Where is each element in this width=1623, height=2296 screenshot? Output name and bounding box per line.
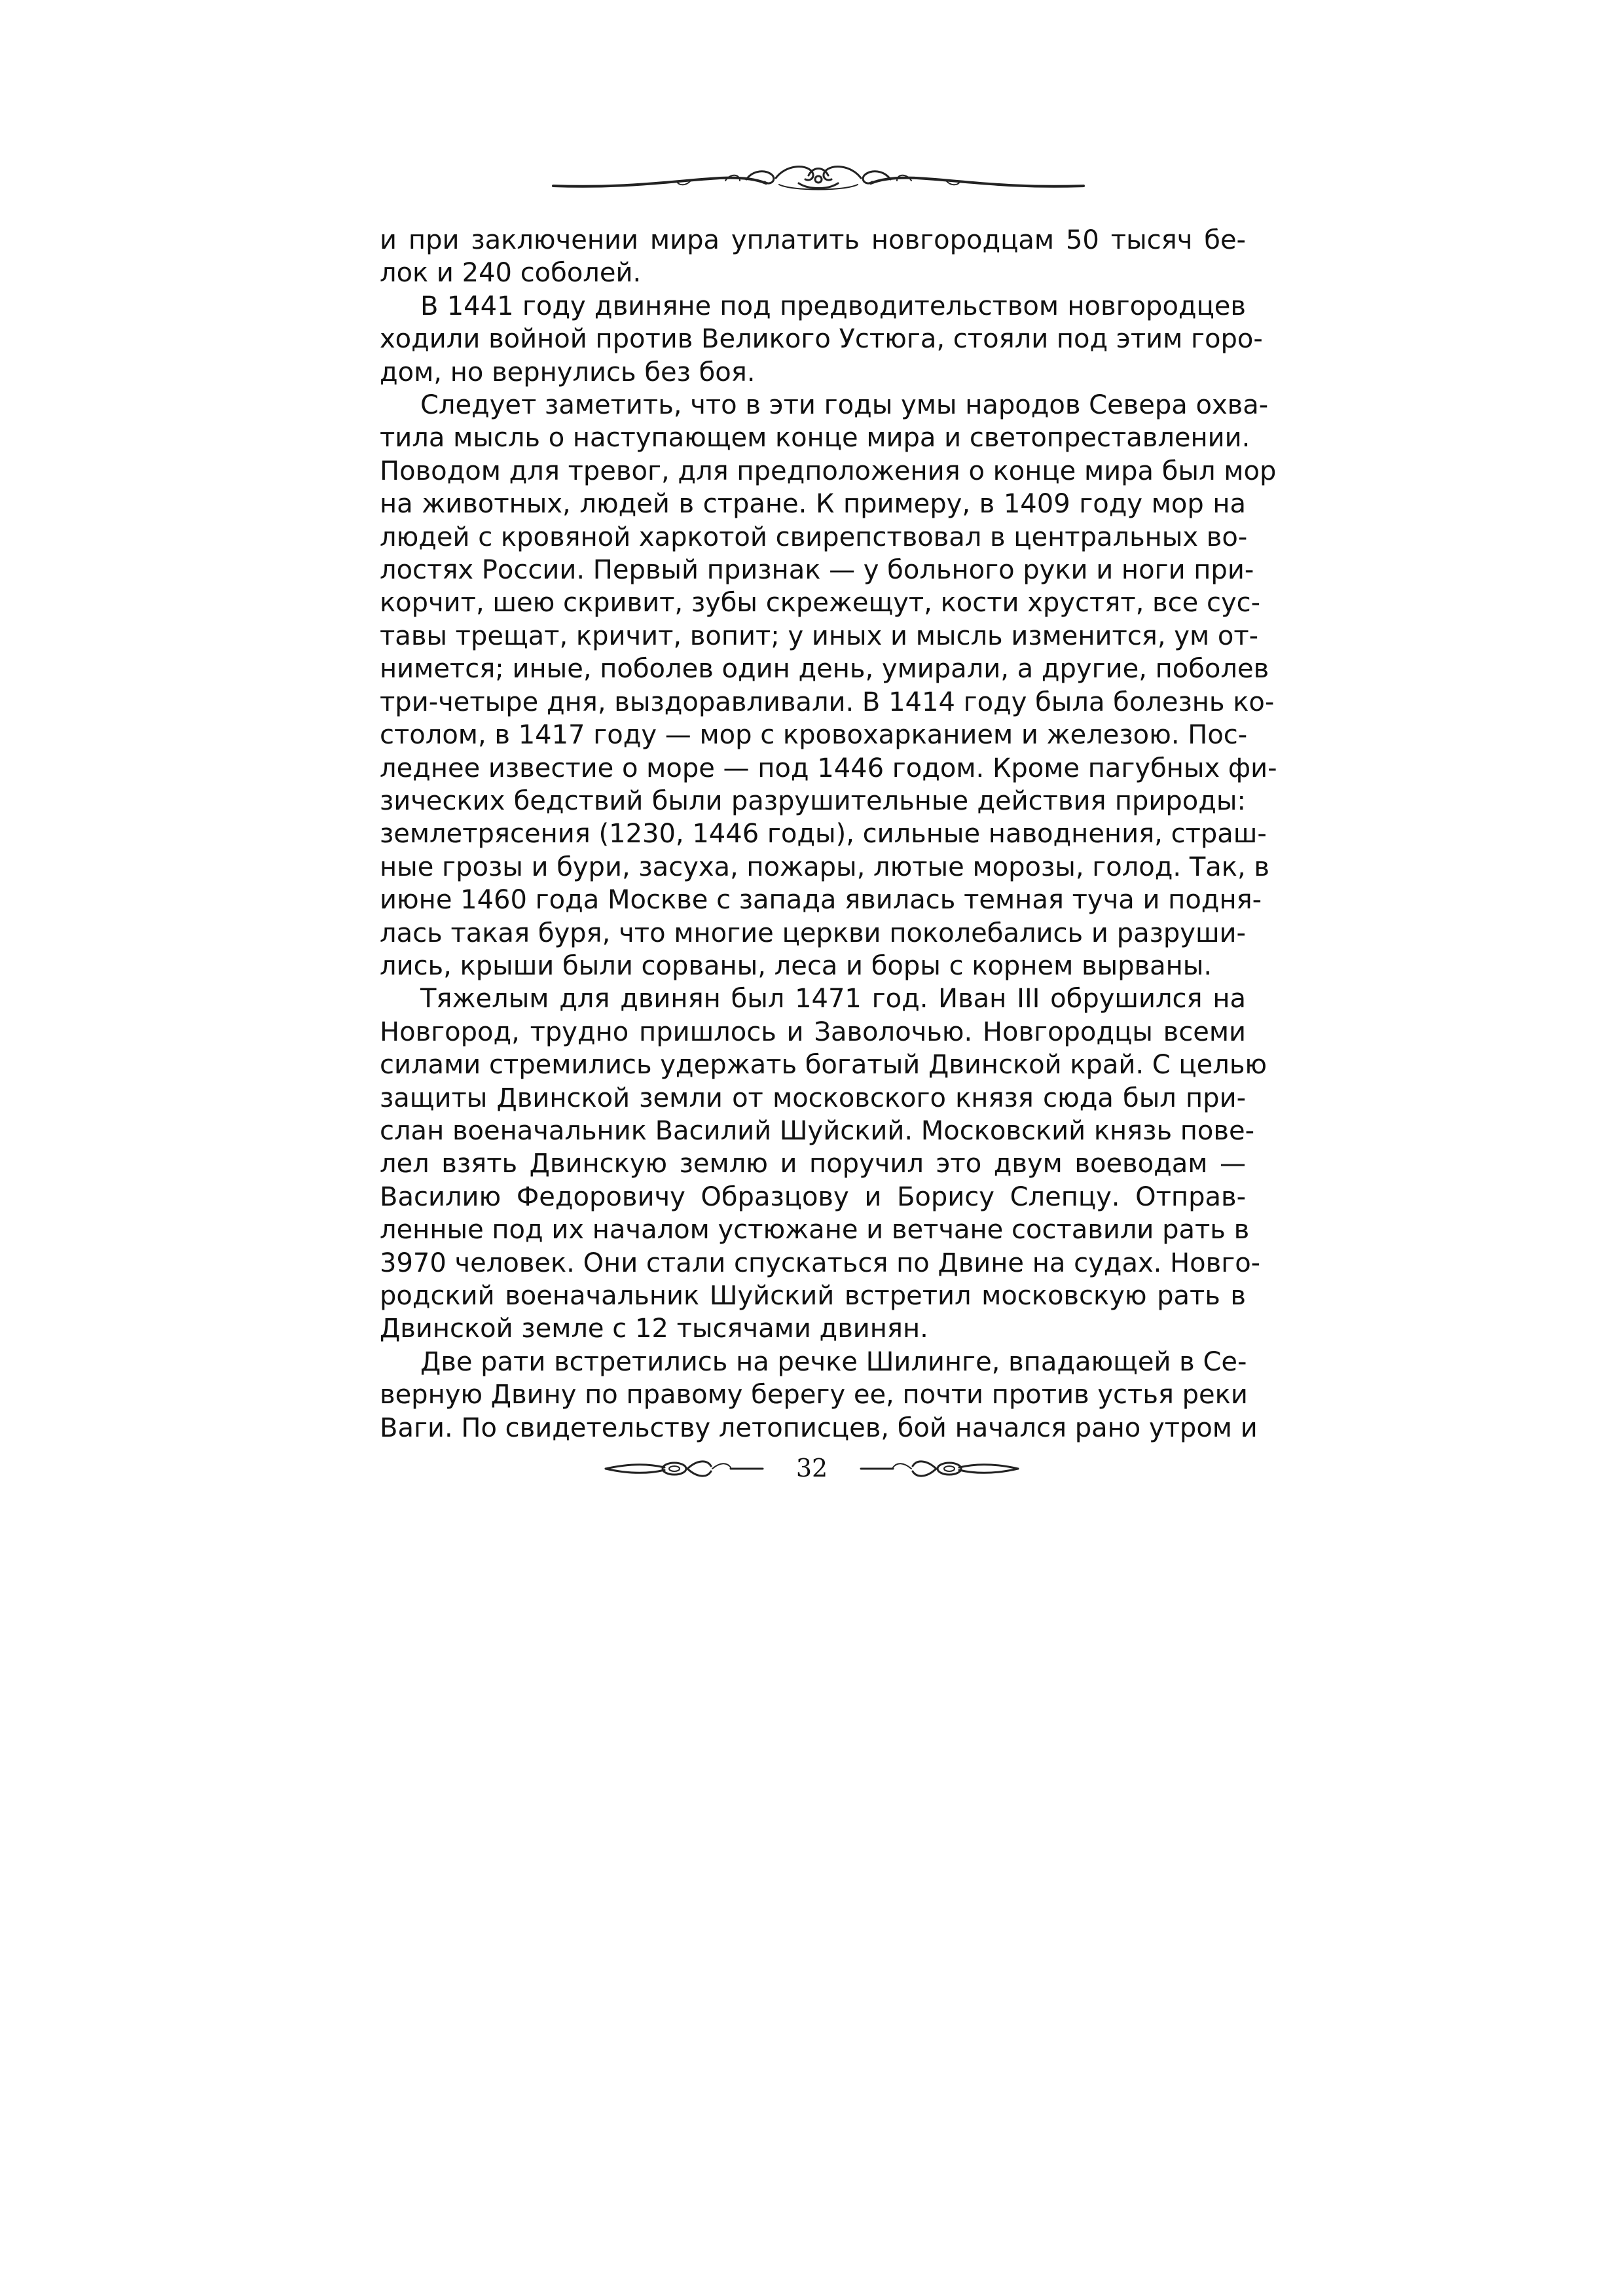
text-line: на животных, людей в стране. К примеру, в 1409 году мор на [380,489,1246,520]
text-line: 3970 человек. Они стали спускаться по Двине на судах. Новго- [380,1247,1261,1278]
text-line: Две рати встретились на речке Шилинге, впадающей в Се- [420,1346,1247,1377]
paragraph-5 [380,1346,1258,1444]
text-line: Поводом для тревог, для предположения о конце мира был мор [380,456,1277,486]
text-line: Двинской земле с 12 тысячами двинян. [380,1314,928,1344]
text-line: Василию Федоровичу Образцову и Борису Слепцу. Отправ- [380,1181,1246,1212]
text-line: и при заключении мира уплатить новгородцам 50 тысяч бе- [380,225,1246,255]
text-line: лел взять Двинскую землю и поручил это двум воеводам — [380,1149,1246,1179]
text-line: людей с кровяной харкотой свирепствовал в центральных во- [380,522,1248,552]
text-line: три-четыре дня, выздоравливали. В 1414 году была болезнь ко- [380,687,1275,717]
text-line: ходили войной против Великого Устюга, стояли под этим горо- [380,324,1263,355]
text-line: защиты Двинской земли от московского князя сюда был при- [380,1083,1246,1113]
text-line: лостях России. Первый признак — у больного руки и ноги при- [380,555,1254,586]
body-text [380,224,1277,1444]
text-line: Следует заметить, что в эти годы умы народов Севера охва- [420,390,1269,421]
paragraph-2 [380,290,1263,389]
text-line: нимется; иные, поболев один день, умирали, а другие, поболев [380,654,1269,685]
text-line: Тяжелым для двинян был 1471 год. Иван III обрушился на [420,984,1246,1014]
text-line: лась такая буря, что многие церкви поколебались и разруши- [380,918,1246,948]
text-line: Новгород, трудно пришлось и Заволочью. Новгородцы всеми [380,1016,1246,1047]
right-flourish-icon [858,1454,1021,1480]
text-line: ленные под их началом устюжане и ветчане составили рать в [380,1215,1250,1246]
page-footer [602,1452,1021,1484]
text-line: июне 1460 года Москве с запада явилась темная туча и подня- [380,885,1262,916]
text-line: столом, в 1417 году — мор с кровохарканием и железою. Пос- [380,720,1248,751]
text-line: тила мысль о наступающем конце мира и светопреставлении. [380,423,1250,454]
text-line: Ваги. По свидетельству летописцев, бой начался рано утром и [380,1412,1258,1443]
text-line: силами стремились удержать богатый Двинской край. С целью [380,1050,1267,1081]
decorative-flourish-icon [550,152,1087,198]
text-line: леднее известие о море — под 1446 годом. Кроме пагубных фи- [380,753,1277,783]
text-line: В 1441 году двиняне под предводительством новгородцев [420,291,1246,321]
text-line: корчит, шею скривит, зубы скрежещут, кости хрустят, все сус- [380,588,1261,619]
text-line: верную Двину по правому берегу ее, почти против устья реки [380,1380,1248,1410]
text-line: ные грозы и бури, засуха, пожары, лютые морозы, голод. Так, в [380,852,1269,882]
page-number: 32 [795,1454,828,1482]
paragraph-1 [380,224,1246,290]
text-line: слан военачальник Василий Шуйский. Московский князь пове- [380,1115,1255,1146]
text-line: землетрясения (1230, 1446 годы), сильные наводнения, страш- [380,819,1267,850]
paragraph-4 [380,982,1267,1345]
paragraph-3 [380,389,1277,982]
left-flourish-icon [602,1454,766,1480]
text-line: родский военачальник Шуйский встретил московскую рать в [380,1281,1246,1311]
text-line: лок и 240 соболей. [380,258,642,289]
text-line: дом, но вернулись без боя. [380,357,756,387]
text-line: тавы трещат, кричит, вопит; у иных и мысль изменится, ум от- [380,620,1259,651]
text-line: лись, крыши были сорваны, леса и боры с корнем вырваны. [380,950,1213,981]
text-line: зических бедствий были разрушительные действия природы: [380,785,1246,816]
